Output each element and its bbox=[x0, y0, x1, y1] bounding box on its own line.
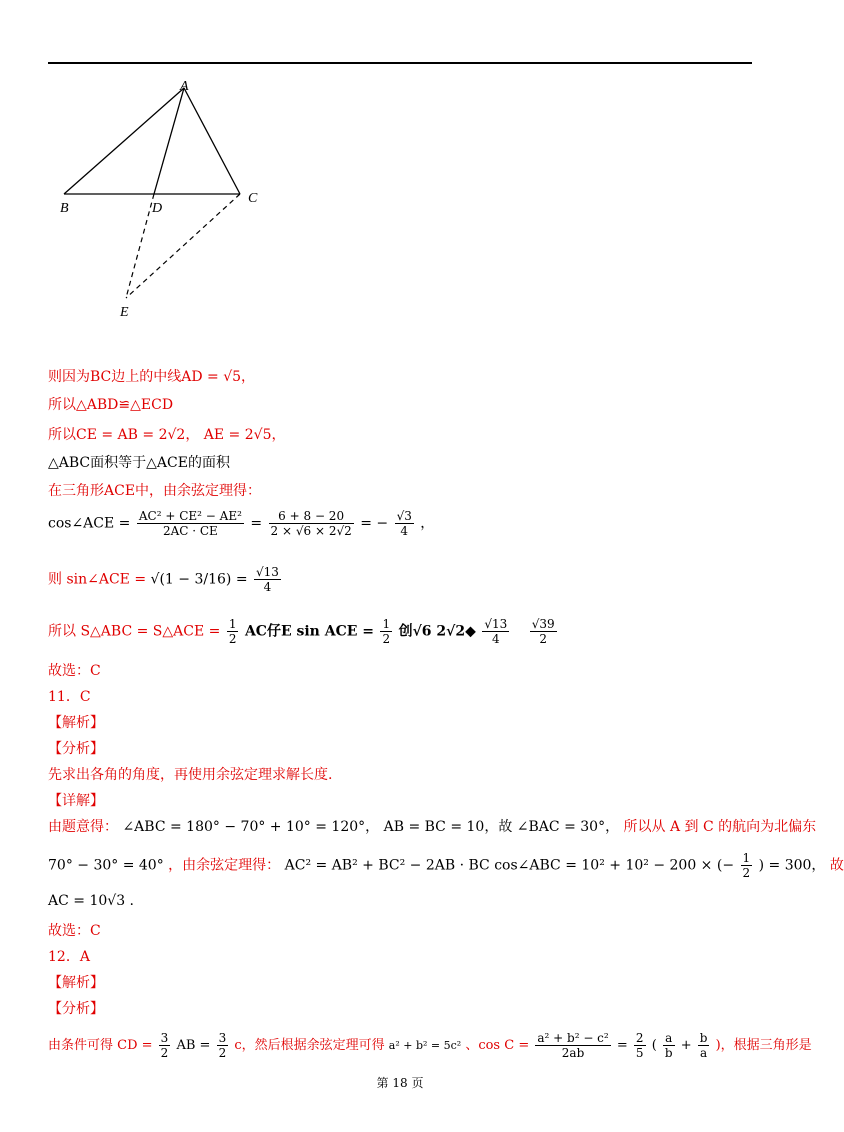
fraction bbox=[254, 566, 281, 593]
label-e: E bbox=[120, 305, 129, 320]
formula-part: AB = bbox=[176, 1038, 211, 1053]
numerator: 3 bbox=[160, 1031, 169, 1045]
formula-part: = bbox=[616, 1038, 628, 1053]
numerator: 3 bbox=[218, 1031, 227, 1045]
denominator: 2 bbox=[218, 1046, 227, 1060]
fraction bbox=[482, 618, 509, 645]
denominator: 2 bbox=[742, 866, 751, 880]
formula-part: )，根据三角形是 bbox=[715, 1038, 812, 1053]
formula-part: = bbox=[235, 571, 248, 588]
text-line: 在三角形ACE中，由余弦定理得： bbox=[48, 483, 262, 499]
fraction bbox=[227, 618, 239, 645]
detail-line bbox=[48, 820, 816, 834]
text-line: 先求出各角的角度，再使用余弦定理求解长度. bbox=[48, 767, 333, 783]
formula-part: 由题意得： bbox=[48, 819, 118, 835]
fraction bbox=[741, 852, 753, 879]
numerator: b bbox=[699, 1031, 708, 1045]
question-number: 11．C bbox=[48, 689, 91, 705]
numerator: √13 bbox=[256, 565, 279, 579]
formula-part: 创√6 2√2◆ bbox=[398, 623, 476, 640]
formula-part: ) bbox=[758, 857, 765, 874]
denominator: 4 bbox=[400, 524, 409, 538]
formula-part: c，然后根据余弦定理可得 bbox=[234, 1038, 385, 1053]
fraction bbox=[634, 1032, 646, 1059]
formula-part: 、cos C = bbox=[465, 1038, 530, 1053]
formula-part: = 300， bbox=[768, 857, 826, 874]
numerator: √13 bbox=[484, 617, 508, 631]
formula-part: 故 bbox=[829, 857, 844, 874]
denominator: 2AC · CE bbox=[162, 524, 218, 538]
denominator: 2ab bbox=[561, 1046, 585, 1060]
fraction bbox=[269, 510, 354, 537]
fraction bbox=[535, 1032, 610, 1059]
section-heading: 【解析】 bbox=[48, 975, 104, 991]
label-a: A bbox=[180, 79, 189, 94]
denominator: 2 bbox=[382, 632, 391, 646]
numerator: 6 + 8 − 20 bbox=[269, 510, 354, 524]
fraction bbox=[395, 510, 414, 537]
fraction bbox=[663, 1032, 675, 1059]
answer-line: 故选：C bbox=[48, 663, 101, 679]
formula-part: (− bbox=[716, 857, 735, 874]
section-heading: 【解析】 bbox=[48, 715, 104, 731]
formula-part: AC² = AB² + BC² − 2AB · BC cos∠ABC = 10² + 10² − 200 × bbox=[284, 857, 713, 874]
numerator: 1 bbox=[228, 617, 237, 631]
formula-part: ， bbox=[420, 515, 435, 532]
formula-part: 由条件可得 CD = bbox=[48, 1038, 153, 1053]
numerator: AC² + CE² − AE² bbox=[138, 509, 242, 523]
denominator: b bbox=[664, 1046, 673, 1060]
denominator: a bbox=[700, 1046, 708, 1060]
formula-part: 则 sin∠ACE = bbox=[48, 571, 147, 588]
text-line: 所以△ABD≌△ECD bbox=[48, 397, 174, 413]
denominator: 2 bbox=[160, 1046, 169, 1060]
sin-formula bbox=[48, 566, 283, 593]
formula-part: √(1 − 3/16) bbox=[150, 571, 232, 588]
area-formula bbox=[48, 618, 559, 645]
formula-part: = bbox=[250, 515, 263, 532]
denominator: 4 bbox=[263, 580, 272, 594]
numerator: √39 bbox=[531, 617, 555, 631]
fraction bbox=[137, 510, 244, 537]
numerator: a bbox=[663, 1032, 675, 1046]
formula-part: 70° − 30° = 40° bbox=[48, 857, 164, 874]
formula-part: + bbox=[680, 1038, 692, 1053]
numerator: √3 bbox=[396, 509, 412, 523]
denominator: 5 bbox=[635, 1046, 644, 1060]
section-heading: 【详解】 bbox=[48, 793, 104, 809]
formula-part: 所以 S△ABC = S△ACE = bbox=[48, 623, 221, 640]
label-d: D bbox=[152, 201, 163, 216]
section-heading: 【分析】 bbox=[48, 1001, 104, 1017]
numerator: a² + b² − c² bbox=[537, 1031, 609, 1045]
numerator: 1 bbox=[742, 851, 751, 865]
fraction bbox=[217, 1032, 229, 1059]
text-line: 所以CE = AB = 2√2， AE = 2√5， bbox=[48, 427, 286, 443]
numerator: 1 bbox=[382, 617, 391, 631]
detail-line bbox=[48, 852, 844, 879]
triangle-figure bbox=[48, 76, 278, 326]
fraction bbox=[159, 1032, 171, 1059]
cos-formula bbox=[48, 510, 434, 537]
formula-part: AC仔E sin ACE = bbox=[244, 623, 375, 640]
formula-part: a² + b² = 5c² bbox=[388, 1039, 462, 1052]
formula-part: ，由余弦定理得： bbox=[168, 857, 281, 874]
denominator: 2 bbox=[228, 632, 237, 646]
numerator: 2 bbox=[635, 1031, 644, 1045]
text-line: 则因为BC边上的中线AD = √5， bbox=[48, 369, 256, 385]
denominator: 2 × √6 × 2√2 bbox=[270, 524, 352, 538]
label-b: B bbox=[60, 201, 69, 216]
denominator: 2 bbox=[539, 632, 547, 646]
formula-part: cos∠ACE = bbox=[48, 515, 131, 532]
denominator: 4 bbox=[491, 632, 500, 646]
label-c: C bbox=[248, 191, 258, 206]
fraction bbox=[380, 618, 392, 645]
answer-line: 故选：C bbox=[48, 923, 101, 939]
text-line: △ABC面积等于△ACE的面积 bbox=[48, 455, 230, 471]
formula-part: = − bbox=[360, 515, 389, 532]
formula-part: ( bbox=[651, 1038, 657, 1053]
text-line: AC = 10√3 . bbox=[48, 893, 134, 909]
fraction bbox=[530, 618, 557, 645]
header-rule bbox=[48, 62, 752, 64]
page-number: 第 18 页 bbox=[376, 1076, 424, 1090]
section-heading: 【分析】 bbox=[48, 741, 104, 757]
condition-line bbox=[48, 1032, 812, 1059]
formula-part: ∠ABC = 180° − 70° + 10° = 120°， AB = BC = 10，故 ∠BAC = 30°， bbox=[122, 819, 620, 835]
fraction bbox=[698, 1032, 710, 1059]
formula-part: 所以从 A 到 C 的航向为北偏东 bbox=[623, 819, 817, 835]
question-number: 12．A bbox=[48, 949, 90, 965]
